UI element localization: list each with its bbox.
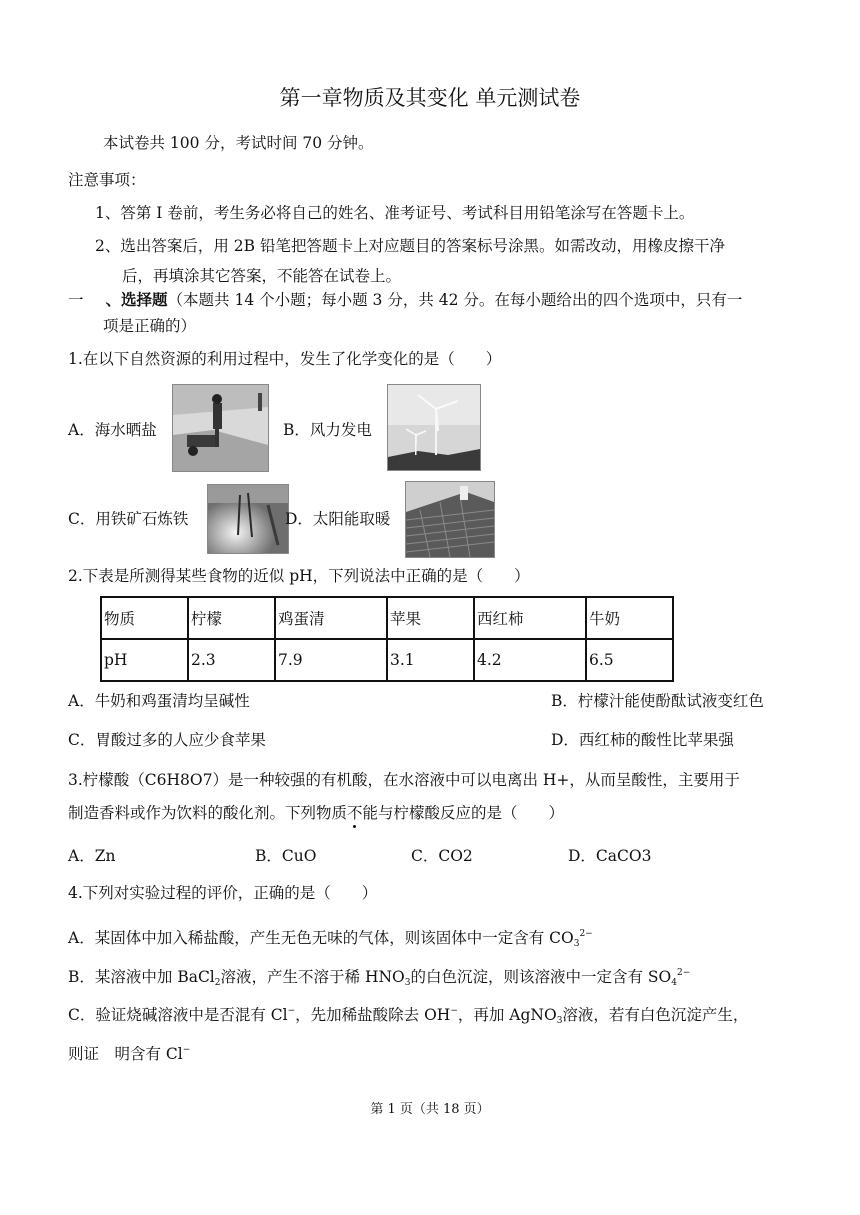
- notice-item-2-cont: 后，再填涂其它答案，不能答在试卷上。: [122, 267, 402, 285]
- table-cell: 4.2: [474, 639, 586, 681]
- subscript: 2: [214, 978, 221, 988]
- section-heading: [68, 290, 742, 310]
- table-cell: 6.5: [586, 639, 673, 681]
- page-title: 第一章物质及其变化 单元测试卷: [279, 86, 581, 110]
- notice-item-2: 2、选出答案后，用 2B 铅笔把答题卡上对应题目的答案标号涂黑。如需改动，用橡皮擦干净: [95, 237, 725, 255]
- q4-a-text: A．某固体中加入稀盐酸，产生无色无味的气体，则该固体中一定含有 CO: [68, 929, 574, 947]
- q2-stem: 2.下表是所测得某些食物的近似 pH，下列说法中正确的是（ ）: [68, 567, 530, 585]
- table-cell: 牛奶: [586, 597, 673, 639]
- table-cell: pH: [101, 639, 188, 681]
- q4-b-text: 溶液，产生不溶于稀 HNO: [220, 968, 405, 986]
- section-desc-cont: 项是正确的）: [103, 317, 197, 335]
- q3-stem: 3.柠檬酸（C6H8O7）是一种较强的有机酸，在水溶液中可以电离出 H+，从而呈酸性，主要用于: [68, 771, 740, 789]
- superscript: 2−: [676, 968, 691, 978]
- q3-emphasis-not: 不: [347, 804, 363, 822]
- section-title: 、选择题: [105, 290, 168, 309]
- q3-option-c: C．CO2: [411, 847, 473, 865]
- q2-option-b: B．柠檬汁能使酚酞试液变红色: [551, 692, 764, 710]
- q3-stem-cont: [68, 803, 564, 823]
- q3-stem-part: 能与柠檬酸反应的是（ ）: [362, 804, 565, 822]
- superscript: −: [450, 1006, 458, 1016]
- q2-option-c: C．胃酸过多的人应少食苹果: [68, 731, 266, 749]
- table-cell: 3.1: [387, 639, 474, 681]
- q4-b-text: 的白色沉淀，则该溶液中一定含有 SO: [410, 968, 672, 986]
- superscript: 2−: [579, 929, 593, 939]
- q2-option-d: D．西红柿的酸性比苹果强: [551, 731, 734, 749]
- q3-option-a: A．Zn: [68, 847, 116, 865]
- q3-option-b: B．CuO: [255, 847, 317, 865]
- table-cell: 2.3: [188, 639, 275, 681]
- q4-stem: 4.下列对实验过程的评价，正确的是（ ）: [68, 884, 378, 902]
- table-cell: 鸡蛋清: [275, 597, 387, 639]
- q1-option-d: D．太阳能取暖: [285, 510, 391, 528]
- subscript: 3: [573, 939, 580, 949]
- q1-option-c: C．用铁矿石炼铁: [68, 510, 189, 528]
- salt-field-photo: [172, 384, 269, 472]
- q4-c-text: C．验证烧碱溶液中是否混有 Cl: [68, 1006, 288, 1024]
- iron-smelting-photo: [207, 484, 289, 554]
- superscript: −: [182, 1045, 191, 1055]
- superscript: −: [287, 1006, 296, 1016]
- page-footer: 第 1 页（共 18 页）: [370, 1102, 490, 1117]
- subscript: 4: [671, 978, 677, 988]
- q4-c-text: 溶液，若有白色沉淀产生，: [562, 1006, 749, 1024]
- q2-option-a: A．牛奶和鸡蛋清均呈碱性: [68, 692, 250, 710]
- q4-c-text: ，再加 AgNO: [457, 1006, 557, 1024]
- ph-table: [100, 596, 674, 682]
- table-row: [101, 639, 673, 681]
- q1-option-a: A．海水晒盐: [68, 421, 157, 439]
- q4-c-text: 则证 明含有 Cl: [68, 1045, 183, 1063]
- subscript: 3: [404, 978, 411, 988]
- q4-option-c: [68, 1001, 748, 1031]
- section-desc: （本题共 14 个小题；每小题 3 分，共 42 分。在每小题给出的四个选项中，只有一: [167, 291, 743, 309]
- q4-option-b: [68, 963, 690, 993]
- q4-c-text: ，先加稀盐酸除去 OH: [295, 1006, 451, 1024]
- q4-option-a: [68, 924, 593, 954]
- table-cell: 苹果: [387, 597, 474, 639]
- q3-option-d: D．CaCO3: [568, 847, 652, 865]
- q1-stem: 1.在以下自然资源的利用过程中，发生了化学变化的是（ ）: [68, 350, 502, 368]
- table-row: [101, 597, 673, 639]
- table-cell: 西红柿: [474, 597, 586, 639]
- table-cell: 柠檬: [188, 597, 275, 639]
- q3-stem-part: 制造香料或作为饮料的酸化剂。下列物质: [68, 804, 348, 822]
- section-number: 一: [68, 291, 84, 309]
- solar-roof-photo: [405, 481, 495, 558]
- q1-option-b: B．风力发电: [283, 421, 372, 439]
- q4-option-c-cont: [68, 1040, 190, 1064]
- table-cell: 7.9: [275, 639, 387, 681]
- notice-heading: 注意事项：: [68, 171, 146, 189]
- table-cell: 物质: [101, 597, 188, 639]
- q4-b-text: B．某溶液中加 BaCl: [68, 968, 215, 986]
- subscript: 3: [556, 1016, 563, 1026]
- wind-turbine-photo: [387, 384, 481, 471]
- notice-item-1: 1、答第 I 卷前，考生务必将自己的姓名、准考证号、考试科目用铅笔涂写在答题卡上。: [95, 204, 695, 222]
- intro-text: 本试卷共 100 分，考试时间 70 分钟。: [103, 134, 374, 152]
